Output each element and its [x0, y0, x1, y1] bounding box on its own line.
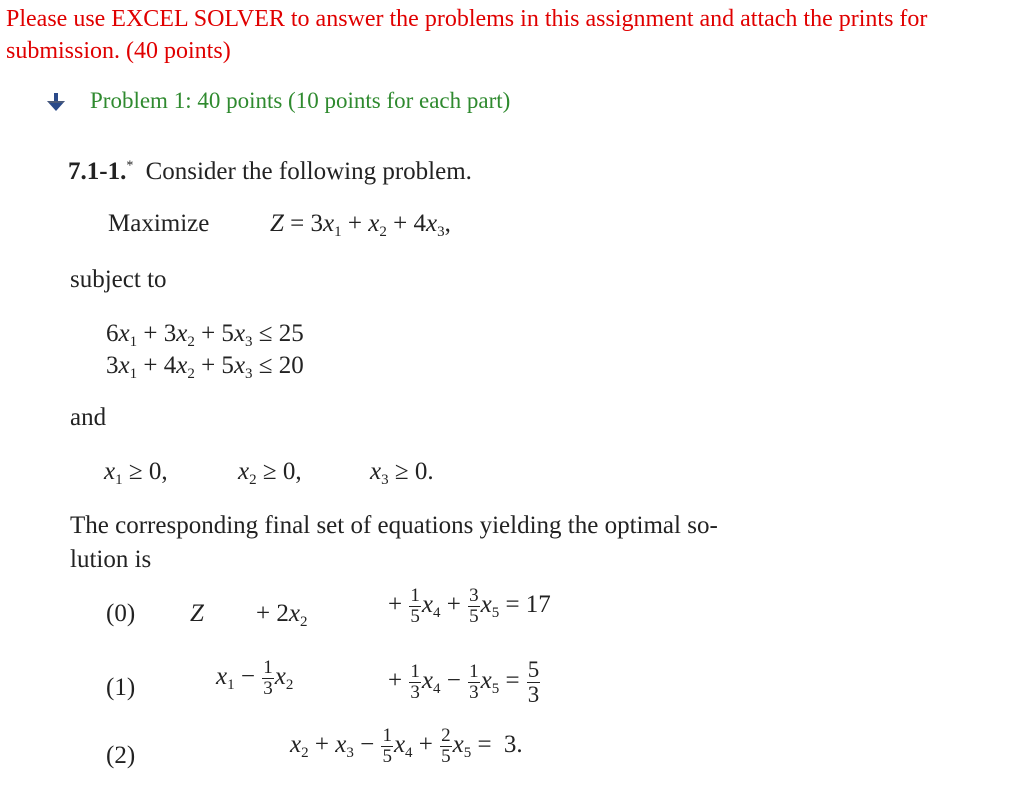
final-text-line-1: The corresponding final set of equations yielding the optimal so- [70, 512, 718, 539]
down-arrow-bullet-icon [46, 92, 66, 112]
nonneg-x1: $x_1 \ge 0$, [104, 458, 168, 488]
exercise-marker: * [126, 158, 134, 174]
exercise-heading [68, 158, 472, 186]
constraint-1: $6x_1 + 3x_2 + 5x_3 \le 25$ [106, 320, 304, 350]
row-label-2: (2) [106, 742, 136, 769]
nonneg-x2: $x_2 \ge 0$, [238, 458, 302, 488]
row2-rhs: 3. [503, 731, 523, 759]
row1-x-terms: $x_1$ − $\frac{1}{3}$ $x_2$ [216, 657, 294, 699]
row0-x2-term: + $2x_2$ [256, 600, 308, 630]
row-label-0: (0) [106, 600, 136, 627]
objective-function: $Z = 3x_1 + x_2 + 4x_3$, [270, 210, 451, 240]
row0-rhs: 17 [525, 591, 551, 619]
and-label: and [70, 404, 107, 431]
row2-terms: $x_2 + x_3$ − $\frac{1}{5}$ $x_4$ + $\frac{2}{5}$ $x_5 = 3$. [290, 725, 523, 767]
final-text-line-2: lution is [70, 546, 152, 573]
instructions-line-1: Please use EXCEL SOLVER to answer the problems in this assignment and attach the prints for [6, 6, 928, 32]
row0-slack-terms: + $\frac{1}{5}$ $x_4$ + $\frac{3}{5}$ $x_5 = 17$ [388, 585, 551, 627]
subject-to-label: subject to [70, 266, 167, 293]
nonneg-x3: $x_3 \ge 0$. [370, 458, 434, 488]
row0-z: Z [190, 600, 204, 627]
exercise-number: 7.1-1. [68, 158, 127, 185]
instructions-line-2: submission. (40 points) [6, 38, 231, 64]
row1-slack-terms: + $\frac{1}{3}$ $x_4$ − $\frac{1}{3}$ $x_5$ = $\frac{5}{3}$ [388, 657, 540, 707]
constraint-2: $3x_1 + 4x_2 + 5x_3 \le 20$ [106, 352, 304, 382]
row-label-1: (1) [106, 674, 136, 701]
problem-header: Problem 1: 40 points (10 points for each part) [90, 88, 511, 113]
exercise-intro: Consider the following problem. [145, 158, 472, 185]
maximize-label: Maximize [108, 210, 210, 237]
